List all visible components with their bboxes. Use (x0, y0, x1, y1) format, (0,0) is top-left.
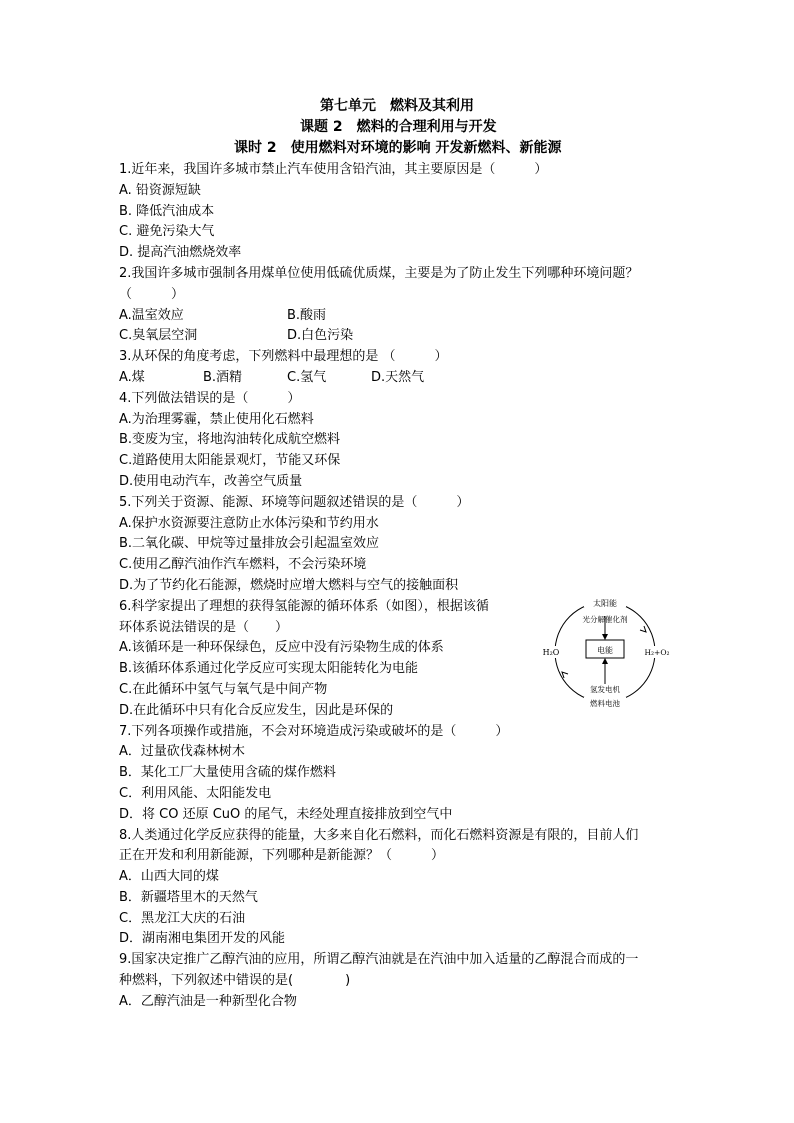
question-9-option-a: A．乙醇汽油是一种新型化合物 (119, 993, 297, 1009)
diagram-label-electric: 电能 (597, 646, 613, 655)
question-list (119, 160, 679, 1013)
question-6-stem-cont: 环体系说法错误的是（ ） (119, 619, 289, 635)
diagram-label-generator: 氢发电机 (590, 685, 620, 694)
question-1-option-b: B. 降低汽油成本 (119, 203, 215, 219)
question-9-stem: 9.国家决定推广乙醇汽油的应用，所谓乙醇汽油就是在汽油中加入适量的乙醇混合而成的一 (119, 952, 639, 968)
question-1-stem: 1.近年来，我国许多城市禁止汽车使用含铅汽油，其主要原因是（ ） (119, 162, 548, 177)
unit-title: 第七单元 燃料及其利用 (320, 98, 474, 114)
question-5-stem: 5.下列关于资源、能源、环境等问题叙述错误的是（ ） (119, 494, 470, 510)
question-2-option-a: A.温室效应 (119, 307, 184, 323)
question-5-option-d: D.为了节约化石能源，燃烧时应增大燃料与空气的接触面积 (119, 577, 459, 593)
question-3-option-b: B.酒精 (203, 369, 243, 385)
question-5-option-a: A.保护水资源要注意防止水体污染和节约用水 (119, 515, 379, 531)
question-8-option-c: C．黑龙江大庆的石油 (119, 910, 246, 926)
question-4-option-a: A.为治理雾霾，禁止使用化石燃料 (119, 411, 314, 427)
question-6-option-b: B.该循环体系通过化学反应可实现太阳能转化为电能 (119, 661, 419, 677)
question-2-stem-cont: （ ） (119, 286, 185, 302)
question-5-option-b: B.二氧化碳、甲烷等过量排放会引起温室效应 (119, 536, 380, 552)
diagram-label-catalyst: 光分解催化剂 (582, 615, 628, 624)
question-8-stem-cont: 正在开发和利用新能源，下列哪种是新能源？（ ） (119, 848, 445, 864)
cycle-arrow-right (640, 626, 646, 632)
question-7-stem: 7.下列各项操作或措施，不会对环境造成污染或破坏的是（ ） (119, 723, 509, 739)
question-2-option-b: B.酸雨 (287, 307, 327, 323)
question-3-option-a: A.煤 (119, 369, 145, 385)
question-8-option-a: A．山西大同的煤 (119, 869, 219, 885)
question-3-stem: 3.从环保的角度考虑，下列燃料中最理想的是 （ ） (119, 349, 448, 365)
question-4-option-c: C.道路使用太阳能景观灯，节能又环保 (119, 453, 341, 469)
question-3-option-d: D.天然气 (371, 369, 425, 385)
question-4-stem: 4.下列做法错误的是（ ） (119, 390, 301, 406)
question-2-stem: 2.我国许多城市强制各用煤单位使用低硫优质煤，主要是为了防止发生下列哪种环境问题？ (119, 265, 639, 281)
question-1-option-c: C. 避免污染大气 (119, 224, 215, 240)
diagram-label-water: H₂O (542, 648, 560, 657)
question-8-option-b: B．新疆塔里木的天然气 (119, 889, 258, 905)
question-6-option-d: D.在此循环中只有化合反应发生，因此是环保的 (119, 702, 394, 718)
question-6-option-c: C.在此循环中氢气与氧气是中间产物 (119, 681, 328, 697)
diagram-label-hydrogen-oxygen: H₂+O₂ (644, 648, 670, 657)
question-9-stem-cont: 种燃料，下列叙述中错误的是( ) (119, 973, 351, 989)
question-3-options-row (119, 368, 679, 389)
question-4-option-b: B.变废为宝，将地沟油转化成航空燃料 (119, 432, 341, 448)
cycle-arrow-left (562, 672, 568, 678)
hydrogen-cycle-diagram (540, 596, 670, 708)
question-2-options-row-2 (119, 326, 679, 347)
question-7-option-a: A．过量砍伐森林树木 (119, 744, 245, 760)
question-7-option-b: B．某化工厂大量使用含硫的煤作燃料 (119, 765, 336, 781)
question-2-options-row-1 (119, 306, 679, 327)
question-5-option-c: C.使用乙醇汽油作汽车燃料，不会污染环境 (119, 557, 367, 573)
question-6-stem: 6.科学家提出了理想的获得氢能源的循环体系（如图），根据该循 (119, 598, 489, 614)
question-4-option-d: D.使用电动汽车，改善空气质量 (119, 473, 303, 489)
question-7-option-d: D．将 CO 还原 CuO 的尾气，未经处理直接排放到空气中 (119, 806, 453, 822)
question-3-option-c: C.氢气 (287, 369, 327, 385)
question-6-option-a: A.该循环是一种环保绿色，反应中没有污染物生成的体系 (119, 640, 444, 656)
question-2-option-d: D.白色污染 (287, 328, 354, 344)
question-1-option-d: D. 提高汽油燃烧效率 (119, 245, 242, 261)
question-8-stem: 8.人类通过化学反应获得的能量，大多来自化石燃料，而化石燃料资源是有限的，目前人们 (119, 827, 639, 843)
question-8-option-d: D．湖南湘电集团开发的风能 (119, 931, 286, 947)
period-title: 课时 2 使用燃料对环境的影响 开发新燃料、新能源 (234, 140, 562, 156)
diagram-label-solar: 太阳能 (593, 599, 617, 608)
question-2-option-c: C.臭氧层空洞 (119, 328, 198, 344)
lesson-title: 课题 2 燃料的合理利用与开发 (300, 119, 497, 135)
question-1-option-a: A. 铅资源短缺 (119, 182, 201, 198)
diagram-label-fuel-cell: 燃料电池 (590, 699, 620, 708)
question-7-option-c: C．利用风能、太阳能发电 (119, 785, 272, 801)
